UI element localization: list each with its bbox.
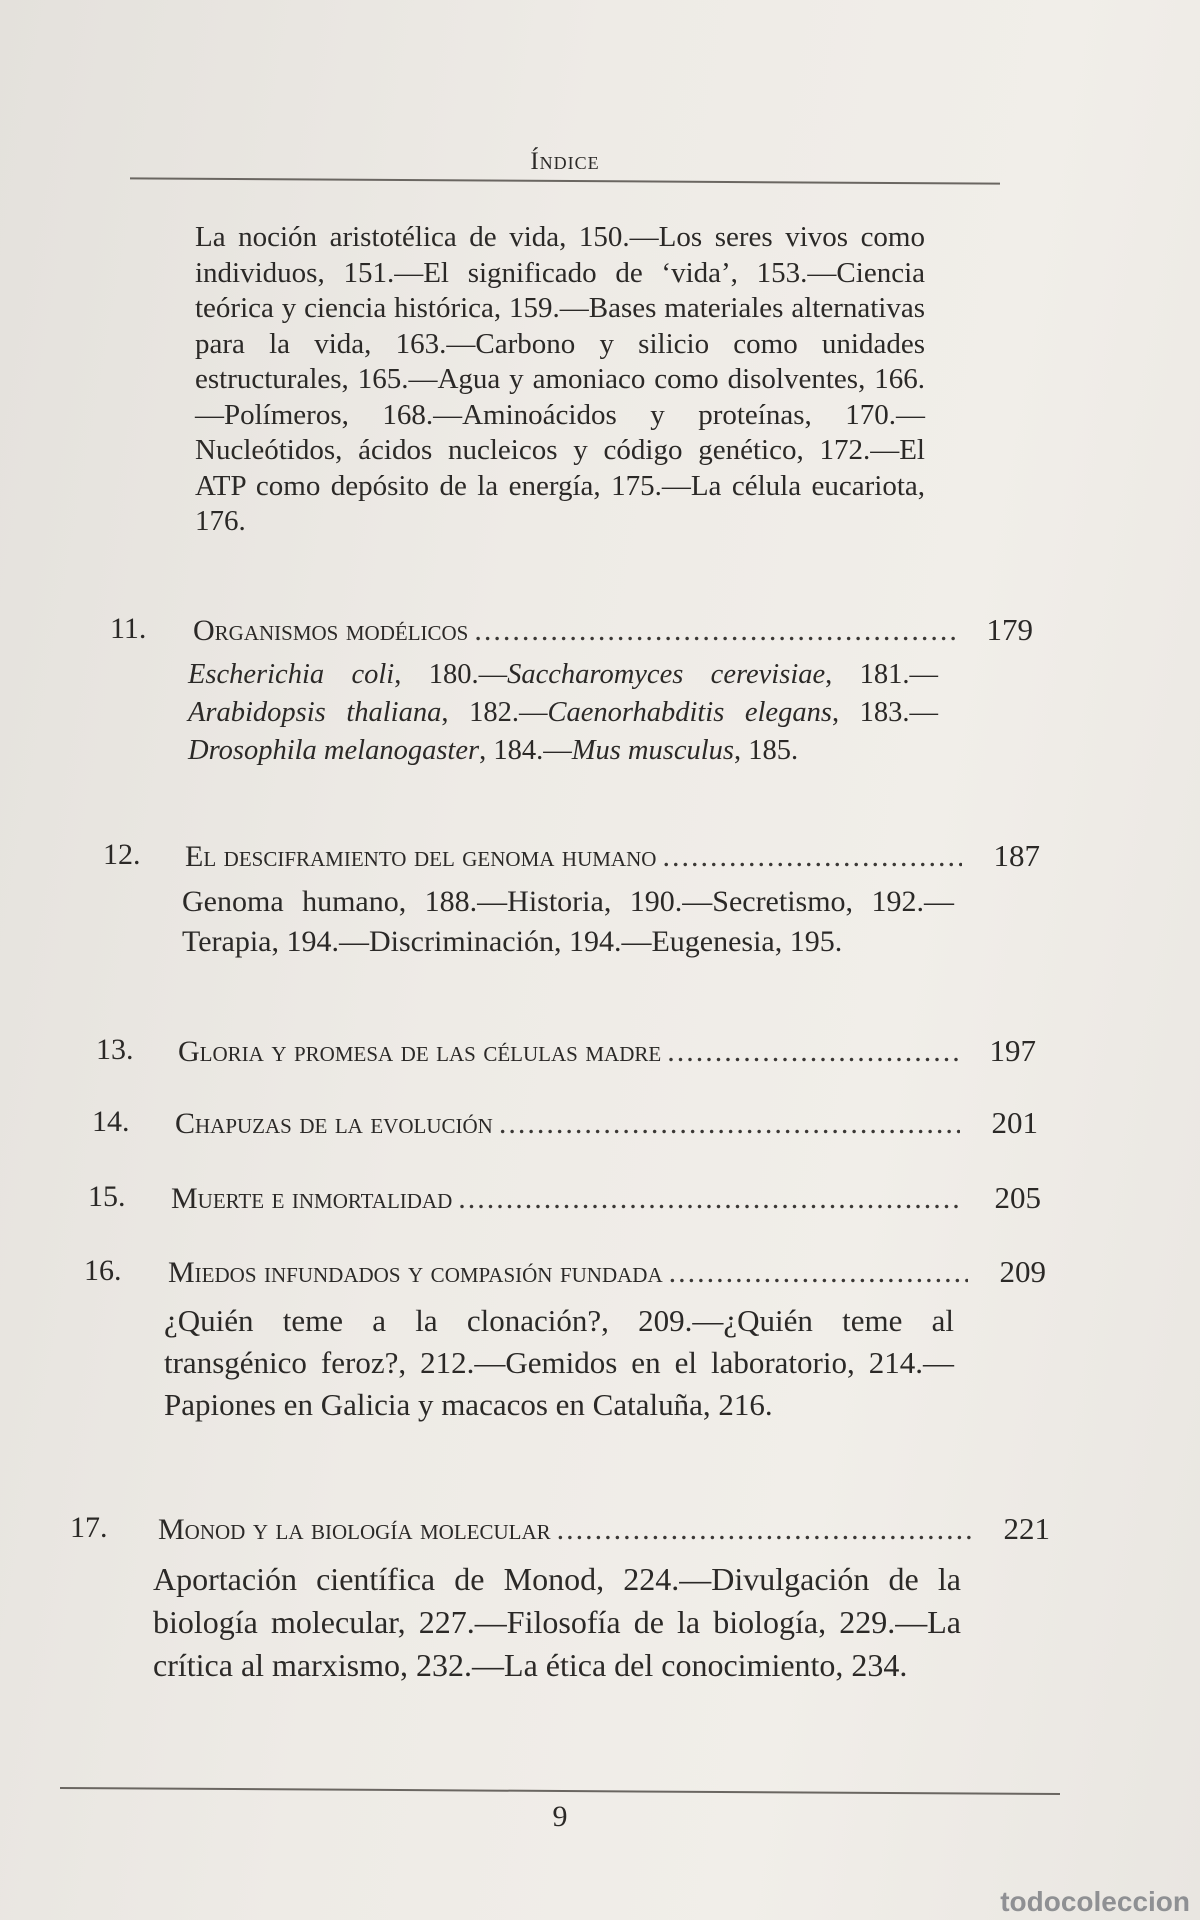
entry-title: Miedos infundados y compasión fundada [168,1256,663,1289]
entry-title: Gloria y promesa de las células madre [178,1035,662,1068]
entry-page: 221 [1003,1511,1050,1546]
entry-page: 187 [993,838,1040,873]
leader-dots [499,1107,960,1141]
continuation-text [195,220,925,540]
watermark-logo: todocoleccion [1000,1886,1190,1917]
entry-page: 179 [986,612,1033,647]
entry-subtopics: Genoma humano, 188.—Historia, 190.—Secretismo, 192.—Terapia, 194.—Discriminación, 194.—Eugenesia, 195. [182,885,954,958]
entry-subtopics: Escherichia coli, 180.—Saccharomyces cerevisiae, 181.—Arabidopsis thaliana, 182.—Caenorhabditis elegans, 183.—Drosophila melanogaster, 184.—Mus musculus, 185. [188,659,939,766]
subtopic-species: Saccharomyces cerevisiae [507,659,826,690]
entry-title-line [178,1033,1036,1069]
running-header: Índice [530,148,600,175]
entry-subtopics: Aportación científica de Monod, 224.—Divulgación de la biología molecular, 227.—Filosofía de la biología, 229.—La crítica al marxismo, 232.—La ética del conocimiento, 234. [153,1561,961,1683]
entry-number: 13. [96,1033,134,1066]
entry-title: El desciframiento del genoma humano [185,840,657,873]
entry-page: 201 [991,1105,1038,1140]
entry-title-line [185,838,1040,874]
entry-title-line [193,612,1033,648]
entry-title-line [171,1180,1041,1216]
leader-dots [557,1513,972,1547]
entry-number: 15. [88,1180,126,1213]
continuation-paragraph: La noción aristotélica de vida, 150.—Los seres vivos como individuos, 151.—El significado de ‘vida’, 153.—Ciencia teórica y ciencia histórica, 159.—Bases materiales alternativas para la vida, 163.—Carbono y silicio como unidades estructurales, 165.—Agua y amoniaco como disolventes, 166.—Polímeros, 168.—Aminoácidos y proteínas, 170.—Nucleótidos, ácidos nucleicos y código genético, 172.—El ATP como depósito de la energía, 175.—La célula eucariota, 176. [195,221,925,537]
entry-title: Muerte e inmortalidad [171,1182,453,1215]
header-rule [130,177,1000,184]
subtopic-species: Mus musculus [571,735,734,766]
entry-page: 209 [999,1254,1046,1289]
leader-dots [669,1256,968,1290]
footer-rule [60,1787,1060,1795]
entry-title: Monod y la biología molecular [158,1513,551,1546]
entry-number: 17. [70,1511,108,1544]
entry-subtopics: ¿Quién teme a la clonación?, 209.—¿Quién teme al transgénico feroz?, 212.—Gemidos en el laboratorio, 214.—Papiones en Galicia y macacos en Cataluña, 216. [164,1303,954,1422]
entry-page: 197 [989,1033,1036,1068]
leader-dots [662,840,961,874]
entry-number: 12. [103,838,141,871]
leader-dots [667,1035,957,1069]
entry-title: Chapuzas de la evolución [175,1107,493,1140]
subtopic-species: Drosophila melanogaster [188,735,480,766]
entry-title: Organismos modélicos [193,614,469,647]
page-number: 9 [552,1800,568,1833]
subtopic-species: Escherichia coli [188,659,395,690]
leader-dots [474,614,954,648]
entry-title-line [168,1254,1046,1290]
entry-page: 205 [994,1180,1041,1215]
subtopic-species: Caenorhabditis elegans [547,697,832,728]
entry-number: 16. [84,1254,122,1287]
leader-dots [458,1182,962,1216]
entry-title-line [175,1105,1038,1141]
entry-title-line [158,1511,1050,1547]
entry-number: 11. [110,612,147,645]
subtopic-species: Arabidopsis thaliana [188,697,442,728]
entry-number: 14. [92,1105,130,1138]
